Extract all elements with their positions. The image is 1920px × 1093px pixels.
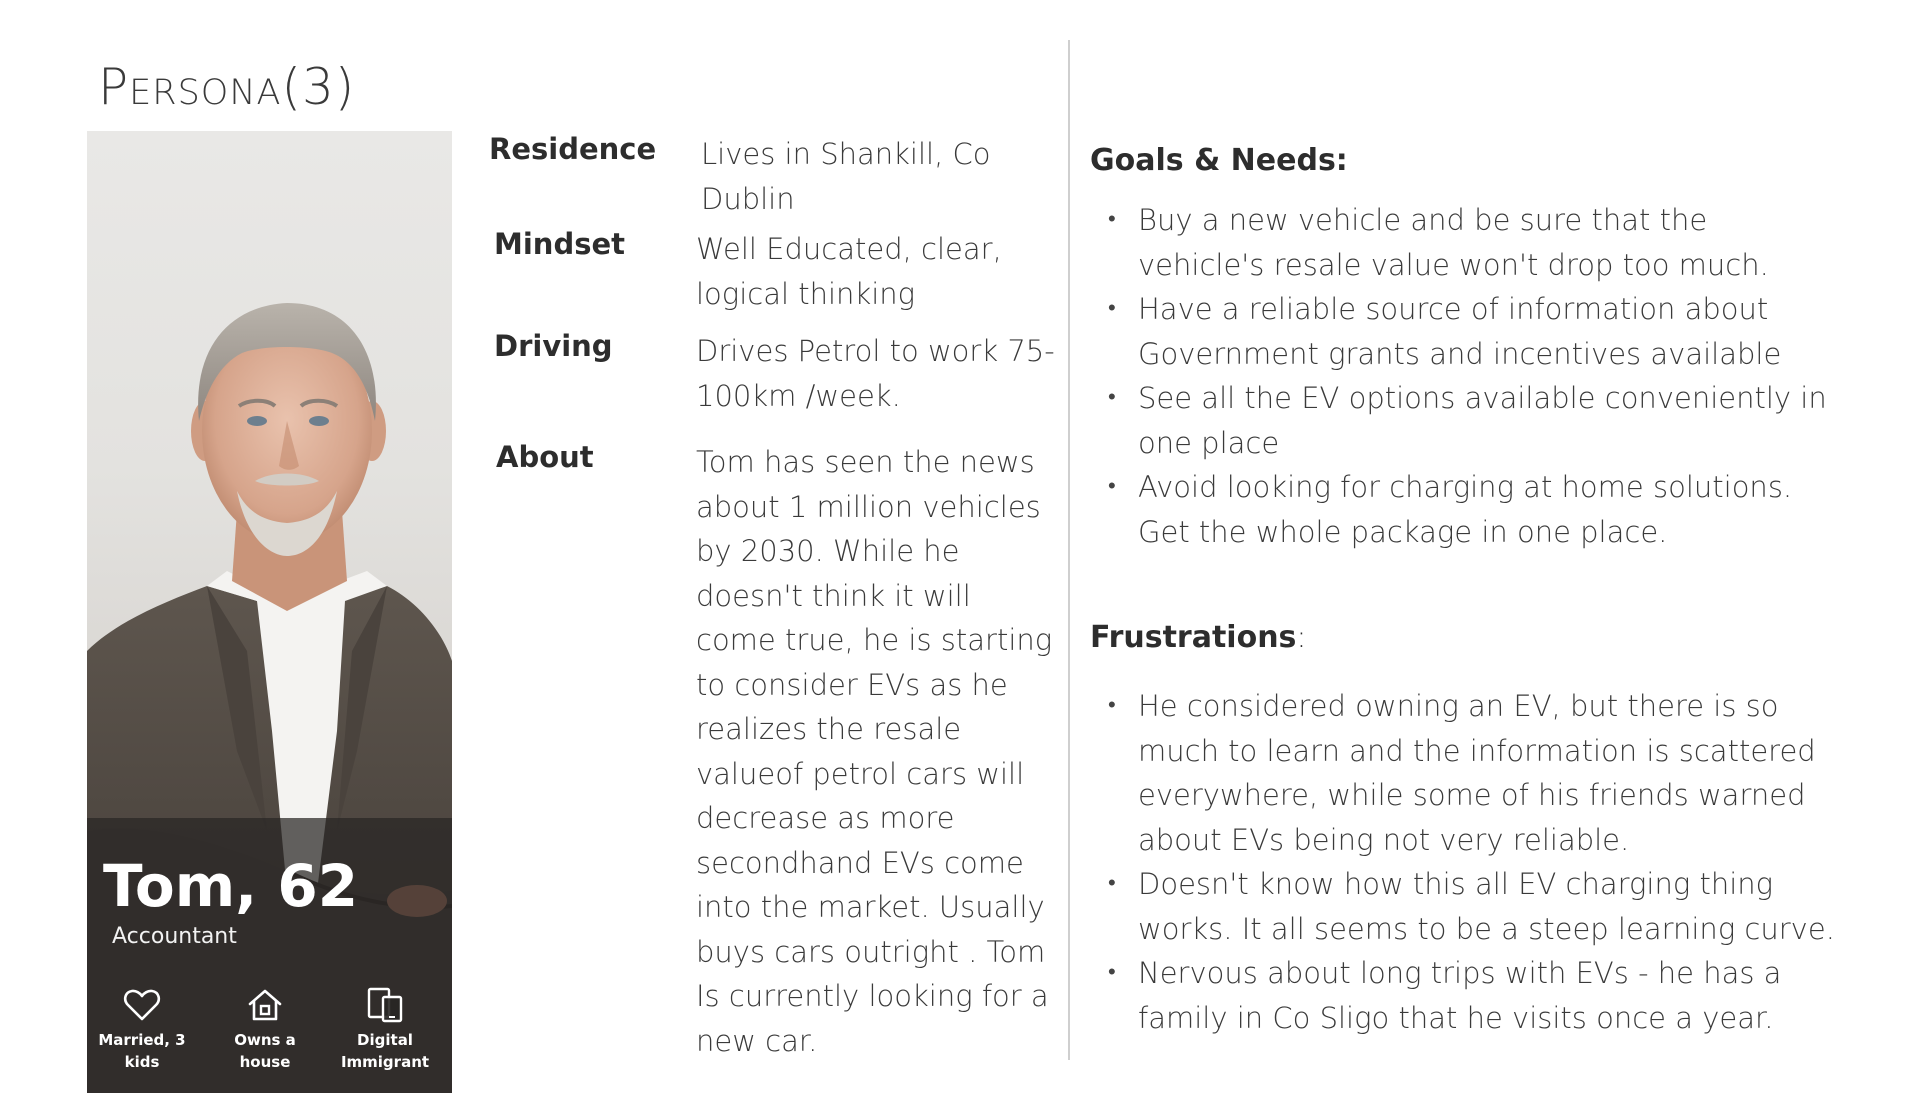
frustrations-title-text: Frustrations [1090,620,1297,655]
attribute-label: Owns a house [234,1031,296,1071]
list-item [1108,684,1838,862]
detail-label: Driving [494,329,613,363]
list-item [1108,465,1838,554]
bullet-icon: • [1108,296,1116,321]
goal-text: Have a reliable source of information about Government grants and incentives available [1138,292,1782,371]
goal-text: Avoid looking for charging at home solutions. Get the whole package in one place. [1138,470,1793,549]
detail-label: Mindset [494,227,625,261]
goal-text: See all the EV options available conveniently in one place [1138,381,1827,460]
persona-occupation: Accountant [112,924,237,949]
goals-title: Goals & Needs: [1090,143,1348,178]
bullet-icon: • [1108,693,1116,718]
bullet-icon: • [1108,960,1116,985]
detail-value: Drives Petrol to work 75-100km /week. [696,334,1055,413]
attribute-label: Digital Immigrant [340,1031,430,1071]
detail-label: About [496,440,594,474]
detail-label: Residence [489,132,657,166]
attribute-home [210,985,320,1073]
frustrations-title [1090,620,1307,655]
bullet-icon: • [1108,207,1116,232]
persona-name: Tom, 62 [103,852,359,920]
frustration-text: Doesn't know how this all EV charging thing works. It all seems to be a steep learning curve. [1138,867,1835,946]
list-item [1108,198,1838,287]
bullet-icon: • [1108,871,1116,896]
attribute-digital [330,985,440,1073]
list-item [1108,287,1838,376]
heart-icon [122,985,162,1025]
persona-info-overlay [87,818,452,1093]
frustration-text: Nervous about long trips with EVs - he has a family in Co Sligo that he visits once a year. [1138,956,1782,1035]
list-item [1108,376,1838,465]
frustrations-list [1108,684,1838,1040]
column-divider [1068,40,1070,1060]
frustration-text: He considered owning an EV, but there is so much to learn and the information is scattered everywhere, while some of his friends warned about EVs being not very reliable. [1138,689,1816,857]
bullet-icon: • [1108,474,1116,499]
house-icon [245,985,285,1025]
list-item [1108,862,1838,951]
attribute-label: Married, 3 kids [98,1031,186,1071]
devices-icon [365,985,405,1025]
goal-text: Buy a new vehicle and be sure that the vehicle's resale value won't drop too much. [1138,203,1769,282]
detail-value: Well Educated, clear, logical thinking [696,232,1002,311]
persona-portrait-card [87,131,452,1093]
list-item [1108,951,1838,1040]
goals-list [1108,198,1838,554]
bullet-icon: • [1108,385,1116,410]
frustrations-title-colon: : [1296,620,1307,655]
page-title: Persona(3) [98,58,356,116]
attribute-family [87,985,197,1073]
detail-value: Tom has seen the news about 1 million vehicles by 2030. While he doesn't think it will come true, he is starting to consider EVs as he realizes the resale valueof petrol cars will decrease as more secondhand EVs come into the market. Usually buys cars outright . Tom Is currently looking for a new car. [696,445,1053,1058]
detail-value: Lives in Shankill, Co Dublin [701,137,991,216]
